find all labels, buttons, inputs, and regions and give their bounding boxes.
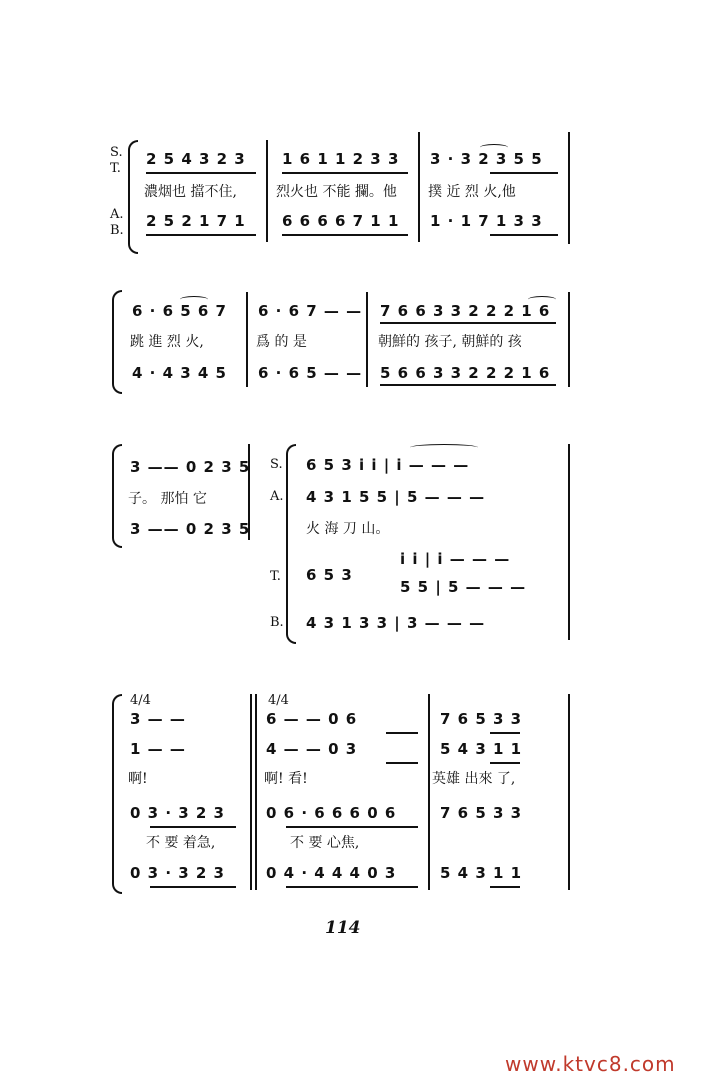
- m1-lower-notes: 4 · 4 3 4 5: [132, 364, 227, 382]
- m2-row3: 0 6 · 6 6 6 0 6: [266, 804, 397, 822]
- m3-upper-notes: 3 · 3 2 3 5 5: [430, 150, 543, 168]
- soprano-notes: 6 5 3 i i | i — — —: [306, 456, 470, 474]
- m3-row1: 7 6 5 3 3: [440, 710, 523, 728]
- m1-row4: 0 3 · 3 2 3: [130, 864, 225, 882]
- double-barline: [255, 694, 257, 890]
- m2-lyric: 啊! 看!: [264, 771, 308, 787]
- beam: [490, 886, 520, 888]
- barline: [266, 140, 268, 242]
- label-b: B.: [110, 223, 124, 238]
- m2-lyric: 爲 的 是: [256, 334, 307, 350]
- tenor-top-notes: i i | i — — —: [400, 550, 511, 568]
- label-t: T.: [110, 161, 121, 176]
- left-lower-notes: 3 —— 0 2 3 5: [130, 520, 251, 538]
- alto-notes: 4 3 1 5 5 | 5 — — —: [306, 488, 486, 506]
- label-s: S.: [270, 457, 283, 472]
- beam: [380, 322, 556, 324]
- slur: [528, 296, 556, 303]
- system-3-left-brace: [112, 444, 122, 548]
- m2-upper-notes: 1 6 1 1 2 3 3: [282, 150, 400, 168]
- m3-lower-notes: 5 6 6 3 3 2 2 2 1 6: [380, 364, 551, 382]
- double-barline: [250, 694, 252, 890]
- m1-row3: 0 3 · 3 2 3: [130, 804, 225, 822]
- left-lyric: 子。 那怕 它: [128, 491, 207, 507]
- barline: [568, 292, 570, 387]
- m1-row1: 3 — —: [130, 710, 186, 728]
- barline: [428, 694, 430, 890]
- m3-row3: 7 6 5 3 3: [440, 804, 523, 822]
- m2-upper-notes: 6 · 6 7 — —: [258, 302, 363, 320]
- beam: [380, 384, 556, 386]
- barline: [568, 132, 570, 244]
- m1-upper-notes: 2 5 4 3 2 3: [146, 150, 246, 168]
- m1-lyric: 啊!: [128, 771, 148, 787]
- barline: [568, 694, 570, 890]
- slur: [480, 144, 508, 151]
- m2-row2: 4 — — 0 3: [266, 740, 358, 758]
- tenor-bottom-notes: 5 5 | 5 — — —: [400, 578, 527, 596]
- m2-lyric2: 不 要 心焦,: [290, 835, 360, 851]
- beam: [490, 762, 520, 764]
- beam: [386, 732, 418, 734]
- barline: [246, 292, 248, 387]
- m1-lyric: 濃烟也 擋不住,: [144, 184, 237, 200]
- m1-lyric: 跳 進 烈 火,: [130, 334, 204, 350]
- m2-lower-notes: 6 6 6 6 7 1 1: [282, 212, 400, 230]
- lyric: 火 海 刀 山。: [306, 521, 390, 537]
- tenor-notes: 6 5 3: [306, 566, 353, 584]
- beam: [286, 826, 418, 828]
- m3-lower-notes: 1 · 1 7 1 3 3: [430, 212, 543, 230]
- watermark: www.ktvc8.com: [505, 1052, 676, 1076]
- system-3-right-brace: [286, 444, 296, 644]
- slur: [180, 296, 208, 303]
- system-1-brace: [128, 140, 138, 254]
- time-signature-2: 4/4: [268, 693, 289, 708]
- m1-lyric2: 不 要 着急,: [146, 835, 216, 851]
- barline: [366, 292, 368, 387]
- beam: [150, 826, 236, 828]
- m1-lower-notes: 2 5 2 1 7 1: [146, 212, 246, 230]
- system-4-brace: [112, 694, 122, 894]
- bass-notes: 4 3 1 3 3 | 3 — — —: [306, 614, 486, 632]
- beam: [386, 762, 418, 764]
- m3-lyric: 朝鮮的 孩子, 朝鮮的 孩: [378, 334, 522, 350]
- label-s: S.: [110, 145, 123, 160]
- m3-lyric: 英雄 出來 了,: [432, 771, 516, 787]
- label-a: A.: [270, 489, 284, 504]
- beam: [146, 172, 256, 174]
- m3-row2: 5 4 3 1 1: [440, 740, 523, 758]
- beam: [286, 886, 418, 888]
- m3-lyric: 撲 近 烈 火,他: [428, 184, 516, 200]
- m2-lyric: 烈火也 不能 攔。他: [276, 184, 397, 200]
- m3-row4: 5 4 3 1 1: [440, 864, 523, 882]
- barline: [418, 132, 420, 242]
- beam: [150, 886, 236, 888]
- left-upper-notes: 3 —— 0 2 3 5: [130, 458, 251, 476]
- beam: [282, 234, 408, 236]
- tie: [410, 444, 478, 451]
- beam: [490, 732, 520, 734]
- beam: [282, 172, 408, 174]
- beam: [146, 234, 256, 236]
- system-2-brace: [112, 290, 122, 394]
- m1-upper-notes: 6 · 6 5 6 7: [132, 302, 227, 320]
- time-signature-1: 4/4: [130, 693, 151, 708]
- m2-row4: 0 4 · 4 4 4 0 3: [266, 864, 397, 882]
- m2-lower-notes: 6 · 6 5 — —: [258, 364, 363, 382]
- m1-row2: 1 — —: [130, 740, 186, 758]
- m2-row1: 6 — — 0 6: [266, 710, 358, 728]
- barline: [568, 444, 570, 640]
- beam: [490, 172, 558, 174]
- beam: [490, 234, 558, 236]
- label-t: T.: [270, 569, 281, 584]
- m3-upper-notes: 7 6 6 3 3 2 2 2 1 6: [380, 302, 551, 320]
- page-number: 114: [325, 918, 361, 938]
- label-b: B.: [270, 615, 284, 630]
- label-a: A.: [110, 207, 124, 222]
